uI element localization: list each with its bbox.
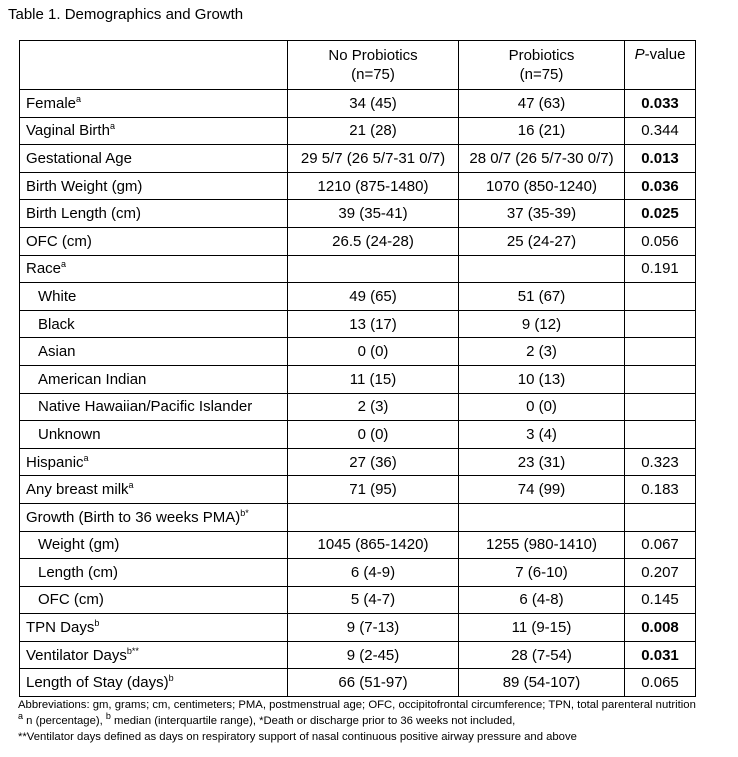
row-footnote-mark: a [83,452,89,463]
probiotics-value-cell [459,283,625,311]
probiotics-value-cell [459,559,625,587]
no-probiotics-value-cell [288,338,459,366]
probiotics-value-cell [459,365,625,393]
row-label: TPN Days [26,619,95,637]
table-row [20,283,696,311]
no-probiotics-value-cell [288,586,459,614]
row-label: Race [26,260,62,278]
footnote-text-a: n (percentage), [23,715,106,727]
no-probiotics-value-cell [288,669,459,697]
row-label: Black [38,315,75,333]
no-probiotics-value: 9 (7-13) [346,619,400,637]
p-value-cell [625,448,696,476]
p-value-cell [625,310,696,338]
probiotics-value: 28 0/7 (26 5/7-30 0/7) [469,149,614,167]
row-label-cell [20,365,288,393]
no-probiotics-value-cell [288,503,459,531]
no-probiotics-value: 34 (45) [349,94,397,112]
probiotics-value: 7 (6-10) [515,563,568,581]
row-label: White [38,287,77,305]
p-value: 0.033 [641,94,679,112]
probiotics-value-cell [459,255,625,283]
row-label-cell [20,559,288,587]
p-value: 0.013 [641,149,679,167]
no-probiotics-value: 1210 (875-1480) [317,177,429,195]
p-value: 0.207 [641,563,679,581]
table-row [20,393,696,421]
demographics-table [19,40,696,697]
row-footnote-mark: a [76,93,82,104]
row-label-cell [20,255,288,283]
no-probiotics-value: 49 (65) [349,287,397,305]
probiotics-value-cell [459,338,625,366]
table-row [20,310,696,338]
p-value-cell [625,393,696,421]
row-label-cell [20,503,288,531]
p-value: 0.036 [641,177,679,195]
probiotics-value: 11 (9-15) [511,619,572,637]
p-value-cell [625,669,696,697]
footnote-mark-b: b [105,711,111,722]
p-value-cell [625,200,696,228]
row-label: Weight (gm) [38,536,120,554]
row-label: Native Hawaiian/Pacific Islander [38,398,253,416]
row-label-cell [20,310,288,338]
row-label-cell [20,669,288,697]
probiotics-value-cell [459,421,625,449]
probiotics-value-cell [459,90,625,118]
no-probiotics-value: 21 (28) [349,122,397,140]
p-value-cell [625,503,696,531]
p-value: 0.031 [641,646,679,664]
table-row [20,227,696,255]
row-footnote-mark: a [61,259,67,270]
no-probiotics-value-cell [288,614,459,642]
table-row [20,255,696,283]
probiotics-value-cell [459,531,625,559]
table-footnotes [18,697,696,745]
table-row [20,586,696,614]
table-row [20,117,696,145]
table-row [20,669,696,697]
table-row [20,559,696,587]
header-empty-cell [20,41,288,90]
header-probiotics-label: Probiotics [508,47,575,64]
p-value-cell [625,531,696,559]
no-probiotics-value: 9 (2-45) [346,646,400,664]
no-probiotics-value: 1045 (865-1420) [317,536,429,554]
row-footnote-mark: a [128,480,134,491]
probiotics-value-cell [459,393,625,421]
row-label: Unknown [38,425,101,443]
p-value-cell [625,365,696,393]
probiotics-value: 25 (24-27) [506,232,577,250]
p-value-cell [625,227,696,255]
probiotics-value: 23 (31) [517,453,566,471]
table-row [20,503,696,531]
p-value: 0.191 [641,260,679,278]
no-probiotics-value-cell [288,641,459,669]
table-row [20,145,696,173]
table-row [20,421,696,449]
footnote-markers [18,713,696,729]
probiotics-value-cell [459,614,625,642]
p-value-cell [625,559,696,587]
footnote-ventilator: **Ventilator days defined as days on respiratory support of nasal continuous positive airway pressure and above [18,731,577,743]
table-row [20,338,696,366]
no-probiotics-value: 11 (15) [349,370,397,388]
row-label: Hispanic [26,453,84,471]
row-label-cell [20,421,288,449]
no-probiotics-value-cell [288,559,459,587]
p-value: 0.344 [641,122,679,140]
row-label: Gestational Age [26,149,132,167]
probiotics-value: 1255 (980-1410) [486,536,597,554]
no-probiotics-value-cell [288,227,459,255]
row-label-cell [20,614,288,642]
p-value-cell [625,255,696,283]
row-label-cell [20,200,288,228]
no-probiotics-value: 29 5/7 (26 5/7-31 0/7) [300,149,446,167]
p-value: 0.025 [641,205,679,223]
row-label-cell [20,338,288,366]
no-probiotics-value-cell [288,255,459,283]
probiotics-value-cell [459,586,625,614]
no-probiotics-value: 66 (51-97) [338,674,408,692]
header-probiotics-n: (n=75) [519,66,564,83]
row-label-cell [20,586,288,614]
header-p-rest: -value [644,46,686,63]
row-label-cell [20,145,288,173]
no-probiotics-value: 6 (4-9) [350,563,396,581]
row-label-cell [20,283,288,311]
p-value: 0.183 [641,481,679,499]
probiotics-value-cell [459,227,625,255]
row-label: Asian [38,343,76,361]
probiotics-value: 9 (12) [521,315,562,333]
row-label: Birth Weight (gm) [26,177,143,195]
footnote-text-b: median (interquartile range), *Death or discharge prior to 36 weeks not included, [110,715,516,727]
no-probiotics-value-cell [288,117,459,145]
row-label: OFC (cm) [26,232,92,250]
probiotics-value: 74 (99) [517,481,566,499]
p-value-cell [625,476,696,504]
p-value-cell [625,283,696,311]
row-label-cell [20,227,288,255]
probiotics-value-cell [459,117,625,145]
p-value-cell [625,172,696,200]
table-row [20,531,696,559]
row-footnote-mark: b** [126,645,139,656]
table-row [20,365,696,393]
table-row [20,476,696,504]
header-p-value [625,41,696,90]
no-probiotics-value-cell [288,421,459,449]
header-p-italic: P [634,46,645,63]
row-footnote-mark: b [94,618,100,629]
p-value: 0.323 [641,453,679,471]
row-label: Vaginal Birth [26,122,110,140]
table-caption: Table 1. Demographics and Growth [8,6,244,23]
probiotics-value: 0 (0) [526,398,557,416]
row-label: Ventilator Days [26,646,127,664]
p-value-cell [625,145,696,173]
probiotics-value-cell [459,310,625,338]
table-row [20,641,696,669]
row-label-cell [20,641,288,669]
p-value-cell [625,117,696,145]
no-probiotics-value-cell [288,90,459,118]
probiotics-value-cell [459,172,625,200]
probiotics-value-cell [459,669,625,697]
row-label: Female [26,94,77,112]
probiotics-value: 51 (67) [517,287,566,305]
no-probiotics-value: 26.5 (24-28) [332,232,414,250]
table-row [20,448,696,476]
no-probiotics-value-cell [288,393,459,421]
no-probiotics-value-cell [288,448,459,476]
header-no-probiotics [288,41,459,90]
p-value: 0.056 [641,232,679,250]
probiotics-value: 3 (4) [526,425,557,443]
probiotics-value-cell [459,503,625,531]
row-footnote-mark: b* [240,507,249,518]
row-label-cell [20,90,288,118]
probiotics-value: 28 (7-54) [511,646,572,664]
row-label-cell [20,117,288,145]
no-probiotics-value: 39 (35-41) [338,205,408,223]
row-label-cell [20,448,288,476]
table-row [20,172,696,200]
row-label-cell [20,393,288,421]
no-probiotics-value: 27 (36) [349,453,397,471]
header-probiotics [459,41,625,90]
no-probiotics-value-cell [288,310,459,338]
header-no-probiotics-n: (n=75) [351,66,395,83]
row-label: Birth Length (cm) [26,205,142,223]
row-label: Length (cm) [38,563,119,581]
row-label: OFC (cm) [38,591,104,609]
p-value: 0.145 [641,591,679,609]
footnote-abbreviations: Abbreviations: gm, grams; cm, centimeters; PMA, postmenstrual age; OFC, occipitofrontal circumference; TPN, total parenteral nutrition [18,699,696,711]
no-probiotics-value: 0 (0) [357,425,389,443]
row-footnote-mark: a [109,121,115,132]
probiotics-value: 10 (13) [517,370,566,388]
probiotics-value-cell [459,200,625,228]
no-probiotics-value-cell [288,200,459,228]
no-probiotics-value-cell [288,283,459,311]
probiotics-value: 16 (21) [517,122,566,140]
p-value-cell [625,421,696,449]
no-probiotics-value-cell [288,531,459,559]
probiotics-value: 89 (54-107) [502,674,581,692]
p-value-cell [625,586,696,614]
table-row [20,200,696,228]
table-row [20,90,696,118]
row-label: Growth (Birth to 36 weeks PMA) [26,508,241,526]
probiotics-value-cell [459,476,625,504]
row-label-cell [20,531,288,559]
row-label: American Indian [38,370,147,388]
probiotics-value-cell [459,145,625,173]
probiotics-value: 47 (63) [517,94,566,112]
probiotics-value-cell [459,641,625,669]
p-value: 0.067 [641,536,679,554]
p-value-cell [625,90,696,118]
row-label: Length of Stay (days) [26,674,169,692]
footnote-mark-a: a [18,711,24,722]
probiotics-value-cell [459,448,625,476]
no-probiotics-value-cell [288,145,459,173]
p-value: 0.065 [641,674,679,692]
no-probiotics-value: 13 (17) [349,315,397,333]
p-value: 0.008 [641,619,679,637]
no-probiotics-value: 2 (3) [357,398,389,416]
header-no-probiotics-label: No Probiotics [328,47,418,64]
no-probiotics-value-cell [288,476,459,504]
no-probiotics-value-cell [288,365,459,393]
no-probiotics-value: 5 (4-7) [350,591,396,609]
probiotics-value: 1070 (850-1240) [486,177,597,195]
no-probiotics-value: 71 (95) [349,481,397,499]
no-probiotics-value: 0 (0) [357,343,389,361]
p-value-cell [625,338,696,366]
p-value-cell [625,641,696,669]
row-label-cell [20,172,288,200]
row-label-cell [20,476,288,504]
row-label: Any breast milk [26,481,129,499]
probiotics-value: 6 (4-8) [519,591,564,609]
table-header-row [20,41,696,90]
probiotics-value: 37 (35-39) [506,205,577,223]
p-value-cell [625,614,696,642]
table-body [20,41,696,697]
row-footnote-mark: b [168,673,174,684]
table-row [20,614,696,642]
no-probiotics-value-cell [288,172,459,200]
probiotics-value: 2 (3) [526,343,557,361]
